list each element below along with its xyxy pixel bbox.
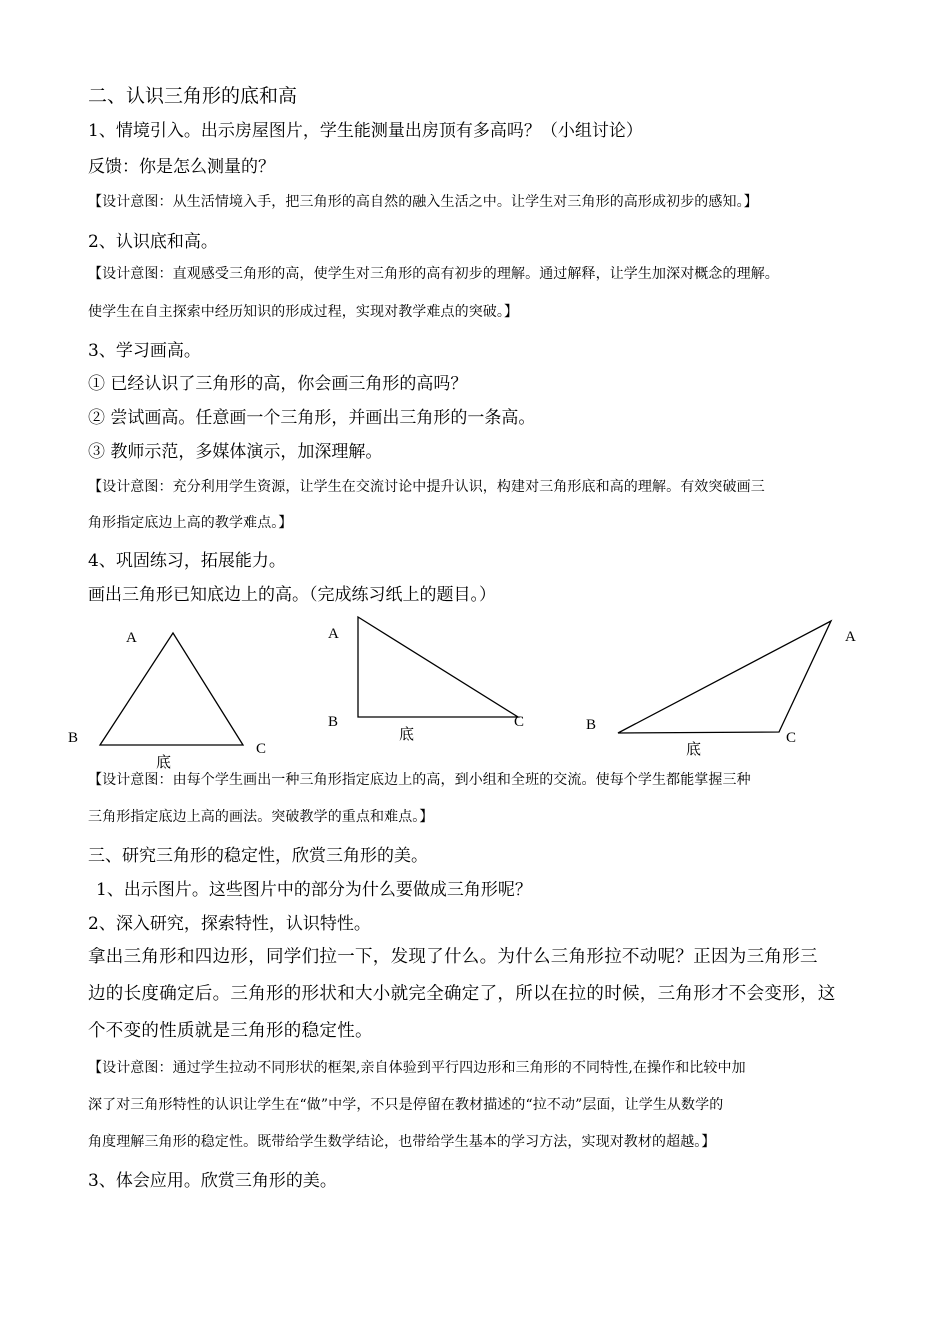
item-learn-draw-height: 3、学习画高。: [88, 341, 201, 361]
design-intent-note-2-line-1: 【设计意图：直观感受三角形的高，使学生对三角形的高有初步的理解。通过解释，让学生加深对概念的理解。: [88, 266, 779, 282]
feedback-line: 反馈：你是怎么测量的？: [88, 157, 275, 177]
vertex-label-a: A: [845, 629, 856, 645]
step-3: ③ 教师示范，多媒体演示，加深理解。: [88, 442, 383, 462]
design-intent-note-1: 【设计意图：从生活情境入手，把三角形的高自然的融入生活之中。让学生对三角形的高形成初步的感知。】: [88, 194, 758, 210]
vertex-label-c: C: [256, 741, 267, 757]
triangle-shape: [618, 621, 831, 733]
triangle-figure-acute: [60, 620, 280, 770]
item-situation-intro: 1、情境引入。出示房屋图片，学生能测量出房顶有多高吗？（小组讨论）: [88, 121, 643, 141]
paragraph-line-2: 边的长度确定后。三角形的形状和大小就完全确定了，所以在拉的时候，三角形才不会变形，这: [88, 984, 836, 1004]
design-intent-note-4-line-2: 三角形指定底边上高的画法。突破教学的重点和难点。】: [88, 809, 434, 825]
section-heading-base-height: 二、认识三角形的底和高: [88, 85, 298, 107]
exercise-instruction: 画出三角形已知底边上的高。（完成练习纸上的题目。）: [88, 585, 496, 605]
design-intent-note-2-line-2: 使学生在自主探索中经历知识的形成过程，实现对教学难点的突破。】: [88, 304, 519, 320]
paragraph-line-1: 拿出三角形和四边形，同学们拉一下，发现了什么。为什么三角形拉不动呢？正因为三角形三: [88, 947, 818, 967]
item-know-base-height: 2、认识底和高。: [88, 232, 218, 252]
item-show-pictures: 1、出示图片。这些图片中的部分为什么要做成三角形呢？: [96, 880, 532, 900]
triangle-shape: [358, 617, 518, 717]
step-1: ① 已经认识了三角形的高，你会画三角形的高吗？: [88, 374, 468, 394]
triangle-figure-obtuse: [580, 612, 880, 762]
vertex-label-a: A: [126, 630, 137, 646]
design-intent-note-4-line-1: 【设计意图：由每个学生画出一种三角形指定底边上的高，到小组和全班的交流。使每个学生都能掌握三种: [88, 772, 751, 788]
item-experience-application: 3、体会应用。欣赏三角形的美。: [88, 1171, 337, 1191]
design-intent-note-5-line-3: 角度理解三角形的稳定性。既带给学生数学结论，也带给学生基本的学习方法，实现对教材的超越。】: [88, 1134, 716, 1150]
triangle-shape: [100, 633, 243, 745]
paragraph-line-3: 个不变的性质就是三角形的稳定性。: [88, 1021, 373, 1041]
triangle-figure-right: [320, 610, 540, 750]
vertex-label-a: A: [328, 626, 339, 642]
design-intent-note-5-line-1: 【设计意图：通过学生拉动不同形状的框架,亲自体验到平行四边形和三角形的不同特性,在操作和比较中加: [88, 1060, 746, 1076]
base-label: 底: [686, 742, 702, 758]
design-intent-note-3-line-1: 【设计意图：充分利用学生资源，让学生在交流讨论中提升认识，构建对三角形底和高的理解。有效突破画三: [88, 479, 765, 495]
vertex-label-b: B: [68, 730, 79, 746]
vertex-label-c: C: [514, 714, 525, 730]
base-label: 底: [399, 727, 415, 743]
design-intent-note-5-line-2: 深了对三角形特性的认识让学生在“做”中学，不只是停留在教材描述的“拉不动”层面，让学生从数学的: [88, 1097, 724, 1113]
base-label: 底: [156, 755, 172, 771]
section-heading-stability: 三、研究三角形的稳定性，欣赏三角形的美。: [88, 846, 428, 866]
step-2: ② 尝试画高。任意画一个三角形，并画出三角形的一条高。: [88, 408, 536, 428]
vertex-label-b: B: [328, 714, 339, 730]
vertex-label-b: B: [586, 717, 597, 733]
vertex-label-c: C: [786, 730, 797, 746]
design-intent-note-3-line-2: 角形指定底边上高的教学难点。】: [88, 515, 293, 531]
item-consolidate-practice: 4、巩固练习，拓展能力。: [88, 551, 286, 571]
item-deep-research: 2、深入研究，探索特性，认识特性。: [88, 914, 371, 934]
